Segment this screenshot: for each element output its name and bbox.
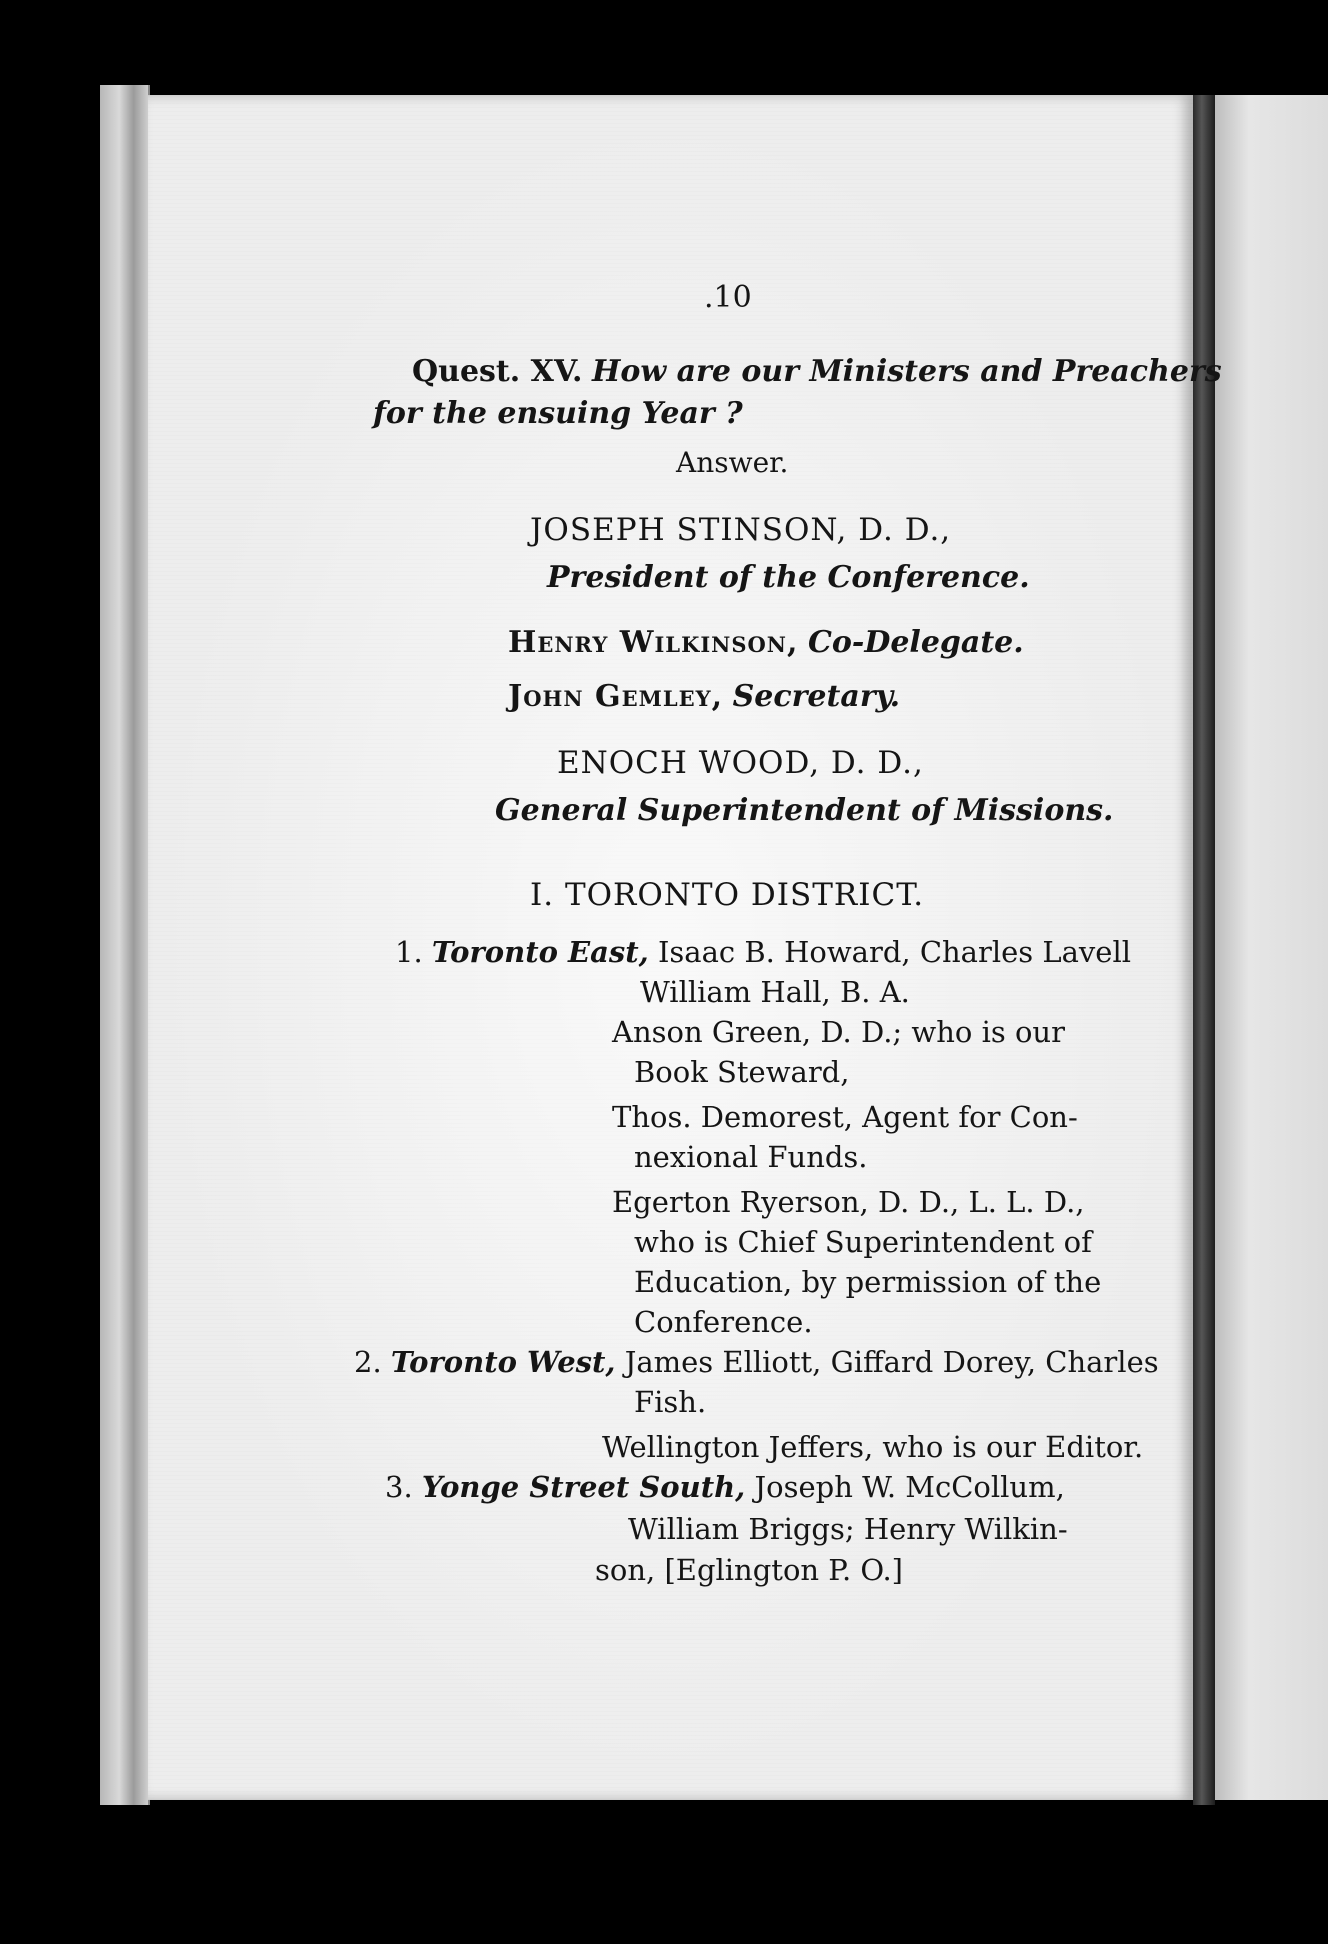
- entry-line: Book Steward,: [634, 1055, 850, 1089]
- secretary-name: John Gemley,: [508, 679, 724, 714]
- entry-line: Conference.: [634, 1305, 813, 1339]
- entry-line: Education, by permission of the: [634, 1265, 1102, 1299]
- codelegate-line: [508, 625, 1024, 660]
- missions-superintendent-name: ENOCH WOOD, D. D.,: [557, 745, 924, 781]
- entry-line: nexional Funds.: [634, 1140, 868, 1174]
- entry-place: Toronto East,: [431, 935, 649, 969]
- entry-line: Anson Green, D. D.; who is our: [612, 1015, 1065, 1049]
- codelegate-title: Co-Delegate.: [807, 625, 1024, 660]
- book-gutter: [1193, 95, 1215, 1805]
- entry-line: Isaac B. Howard, Charles Lavell: [657, 935, 1132, 969]
- entry-place: Yonge Street South,: [421, 1470, 746, 1504]
- missions-superintendent-title: General Superintendent of Missions.: [495, 793, 1114, 828]
- entry-line: Egerton Ryerson, D. D., L. L. D.,: [612, 1185, 1085, 1219]
- facing-page-edge: [1215, 95, 1328, 1800]
- entry-place: Toronto West,: [390, 1345, 616, 1379]
- codelegate-name: Henry Wilkinson,: [508, 625, 799, 660]
- district-heading: I. TORONTO DISTRICT.: [530, 877, 925, 913]
- book-edge: [100, 85, 150, 1805]
- entry-3-first-line: [385, 1470, 1065, 1504]
- entry-line: William Briggs; Henry Wilkin-: [628, 1512, 1068, 1546]
- entry-1-first-line: [395, 935, 1131, 969]
- entry-line: William Hall, B. A.: [640, 975, 910, 1009]
- question-text-line-1: How are our Ministers and Preachers: [591, 354, 1222, 389]
- question-text-line-2: for the ensuing Year ?: [373, 396, 743, 431]
- answer-heading: Answer.: [676, 446, 789, 479]
- entry-line: son, [Eglington P. O.]: [595, 1553, 903, 1587]
- entry-number: 3.: [385, 1470, 413, 1504]
- entry-2-first-line: [354, 1345, 1159, 1379]
- page-number: .10: [704, 280, 752, 315]
- question-line-1: [412, 354, 1222, 389]
- secretary-line: [508, 679, 900, 714]
- entry-line: Fish.: [634, 1385, 707, 1419]
- entry-line: Joseph W. McCollum,: [754, 1470, 1065, 1504]
- entry-line: who is Chief Superintendent of: [634, 1225, 1092, 1259]
- secretary-title: Secretary.: [732, 679, 901, 714]
- entry-number: 2.: [354, 1345, 382, 1379]
- question-label: Quest. XV.: [412, 354, 583, 389]
- entry-line: James Elliott, Giffard Dorey, Charles: [624, 1345, 1159, 1379]
- entry-line: Wellington Jeffers, who is our Editor.: [602, 1430, 1144, 1464]
- president-title: President of the Conference.: [547, 560, 1030, 595]
- entry-number: 1.: [395, 935, 423, 969]
- president-name: JOSEPH STINSON, D. D.,: [530, 512, 952, 548]
- entry-line: Thos. Demorest, Agent for Con-: [612, 1100, 1078, 1134]
